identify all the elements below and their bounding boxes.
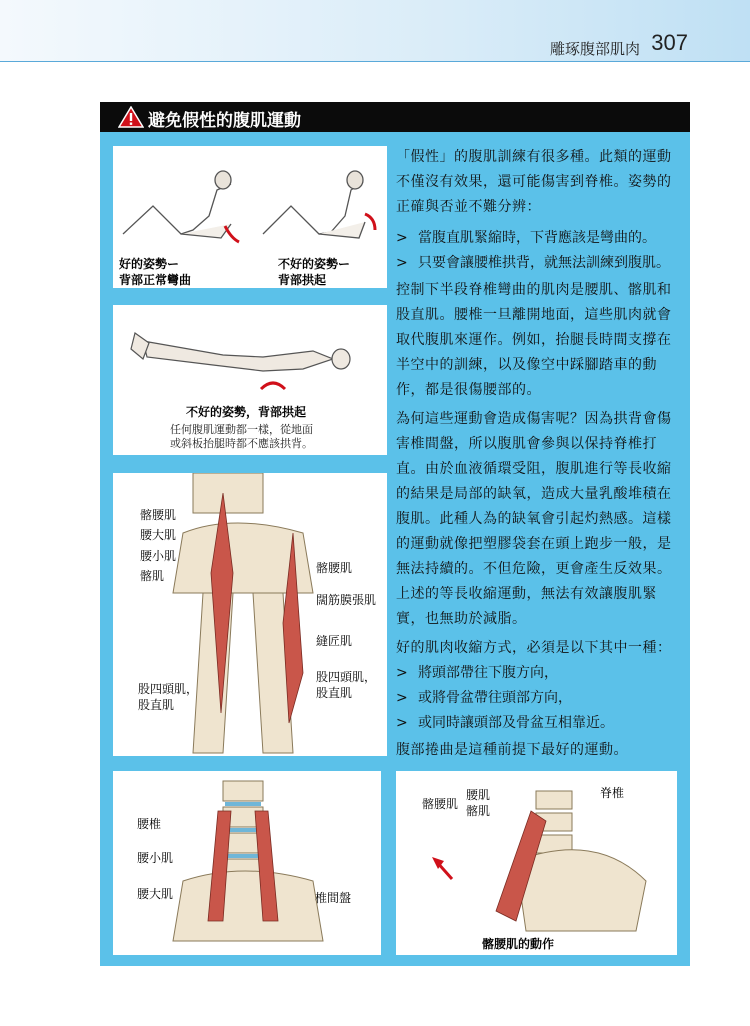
bullet-marker: > xyxy=(396,255,408,271)
iliopsoas-caption: 髂腰肌的動作 xyxy=(482,937,555,951)
leg-raise-caption: 任何腹肌運動都一樣，從地面 或斜板抬腿時都不應該拱背。 xyxy=(170,423,313,450)
paragraph-5: 腹部捲曲是這種前提下最好的運動。 xyxy=(396,742,628,758)
bullet-text: 當腹直肌緊縮時，下背應該是彎曲的。 xyxy=(418,230,656,246)
bullet-text: 將頭部帶往下腹方向， xyxy=(418,665,558,681)
spine-label-psoas-minor: 腰小肌 xyxy=(137,851,174,865)
paragraph-3: 為何這些運動會造成傷害呢？因為拱背會傷害椎間盤，所以腹肌會參與以保持脊椎打直。由於血液循環受阻，腹肌進行等長收縮的結果是局部的缺氧，造成大量乳酸堆積在腹肌。此種人為的缺氧會引起灼熱感。這樣的運動就像把塑膠袋套在頭上跑步一般，是無法持續的。不但危險，更會產生反效果。上述的等長收縮運動，無法有效讓腹肌緊實，也無助於減脂。 xyxy=(396,411,672,627)
bullet-marker: > xyxy=(396,230,408,246)
box-body-text xyxy=(396,145,682,763)
bullet-marker: > xyxy=(396,715,408,731)
spine-label-psoas-major: 腰大肌 xyxy=(137,887,174,901)
iliopsoas-psoas-label: 腰肌 xyxy=(466,788,491,802)
bullet-item xyxy=(396,226,682,251)
bullet-item xyxy=(396,711,682,736)
bullet-text: 或同時讓頭部及骨盆互相靠近。 xyxy=(418,715,614,731)
bullet-text: 只要會讓腰椎拱背，就無法訓練到腹肌。 xyxy=(418,255,670,271)
bullet-marker: > xyxy=(396,690,408,706)
hip-label-quadriceps-right: 股四頭肌， 股直肌 xyxy=(316,670,377,700)
bullet-item xyxy=(396,661,682,686)
situp-bad-label: 不好的姿勢ー 背部拱起 xyxy=(278,257,351,287)
bullet-marker: > xyxy=(396,665,408,681)
warning-triangle-icon xyxy=(118,106,144,128)
header-rule xyxy=(0,61,750,62)
iliopsoas-iliacus-label: 髂肌 xyxy=(466,804,491,818)
hip-label-sartorius: 縫匠肌 xyxy=(316,634,353,648)
page-number: 307 xyxy=(651,30,688,55)
leg-raise-label: 不好的姿勢，背部拱起 xyxy=(186,405,307,419)
leg-raise-illustration xyxy=(113,305,387,405)
hip-label-iliacus: 髂肌 xyxy=(140,569,165,583)
paragraph-2: 控制下半段脊椎彎曲的肌肉是腰肌、髂肌和股直肌。腰椎一旦離開地面，這些肌肉就會取代腹肌來運作。例如，抬腿長時間支撐在半空中的訓練，以及像空中踩腳踏車的動作，都是很傷腰部的。 xyxy=(396,282,672,398)
spine-label-disc: 椎間盤 xyxy=(315,891,352,905)
bullet-text: 或將骨盆帶往頭部方向， xyxy=(418,690,572,706)
hip-label-psoas-minor: 腰小肌 xyxy=(140,549,177,563)
running-title: 雕琢腹部肌肉 xyxy=(549,40,640,58)
iliopsoas-spine-label: 脊椎 xyxy=(600,786,625,800)
hip-label-iliopsoas-right: 髂腰肌 xyxy=(316,561,353,575)
hip-label-psoas-major: 腰大肌 xyxy=(140,528,177,542)
bullet-item xyxy=(396,251,682,276)
hip-label-iliopsoas: 髂腰肌 xyxy=(140,508,177,522)
hip-label-quadriceps-left: 股四頭肌， 股直肌 xyxy=(138,682,199,712)
intro-paragraph: 「假性」的腹肌訓練有很多種。此類的運動不僅沒有效果，還可能傷害到脊椎。姿勢的正確與否並不難分辨： xyxy=(396,149,672,215)
bullet-item xyxy=(396,686,682,711)
situp-good-label: 好的姿勢ー 背部正常彎曲 xyxy=(119,257,192,287)
spine-label-lumbar: 腰椎 xyxy=(137,817,162,831)
hip-label-tfl: 闊筋膜張肌 xyxy=(316,593,377,607)
box-title: 避免假性的腹肌運動 xyxy=(148,111,301,131)
paragraph-4: 好的肌肉收縮方式，必須是以下其中一種： xyxy=(396,640,672,656)
iliopsoas-group-label: 髂腰肌 xyxy=(422,797,459,811)
